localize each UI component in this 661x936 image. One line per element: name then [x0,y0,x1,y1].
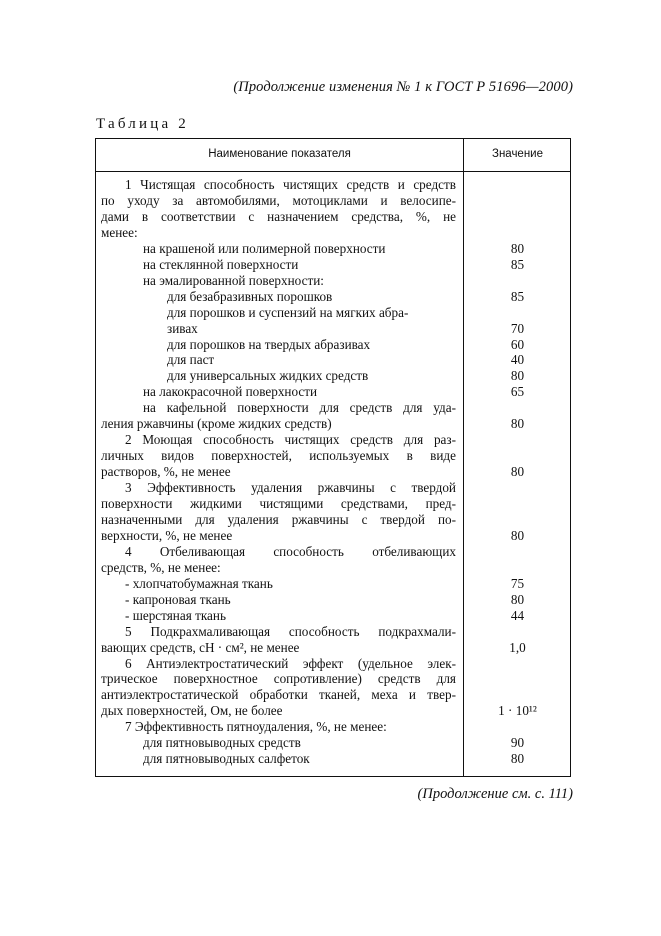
indicator-text: 3 Эффективность удаления ржавчины с твердой [125,480,456,496]
table-row [96,464,572,480]
table-row [96,560,572,576]
indicator-text: ления ржавчины (кроме жидких средств) [101,416,332,432]
indicator-text: личных видов поверхностей, используемых в виде [101,448,456,464]
table-row [96,321,572,337]
indicator-text: средств, %, не менее: [101,559,221,575]
table-row [96,703,572,719]
indicator-text: зивах [167,320,198,336]
table-row [96,209,572,225]
indicator-value: 65 [510,384,525,400]
indicator-value: 40 [510,352,525,368]
indicator-text: 6 Антиэлектростатический эффект (удельное элек- [125,655,456,671]
document-footer-note: (Продолжение см. с. 111) [417,786,573,802]
table-row [96,735,572,751]
table-row [96,592,572,608]
indicator-text: - шерстяная ткань [125,607,226,623]
indicator-text: по уходу за автомобилями, мотоциклами и велосипе- [101,192,456,208]
indicator-text: для порошков на твердых абразивах [167,336,371,352]
table-row [96,273,572,289]
table-row [96,608,572,624]
table-row [96,687,572,703]
table-row [96,751,572,767]
table-row [96,177,572,193]
indicator-text: трическое поверхностное сопротивление) средств для [101,671,456,687]
indicator-value: 85 [510,256,525,272]
table-caption: Таблица 2 [96,116,189,132]
indicator-text: 5 Подкрахмаливающая способность подкрахмали- [125,623,456,639]
table-row [96,544,572,560]
indicator-table [95,138,571,777]
indicator-value: 80 [510,368,525,384]
indicator-text: - хлопчатобумажная ткань [125,575,273,591]
table-row [96,432,572,448]
indicator-text: 1 Чистящая способность чистящих средств и средств [125,177,456,192]
table-row [96,624,572,640]
indicator-value: 75 [510,575,525,591]
indicator-text: назначенными для удаления ржавчины с твердой по- [101,511,456,527]
indicator-value: 80 [510,751,525,767]
indicator-text: дых поверхностей, Ом, не более [101,703,283,719]
table-row [96,384,572,400]
indicator-value: 60 [510,336,525,352]
indicator-text: дами в соответствии с назначением средства, %, не [101,208,456,224]
indicator-text: антиэлектростатической обработки тканей, меха и твер- [101,687,456,703]
table-row [96,448,572,464]
table-row [96,656,572,672]
indicator-text: на эмалированной поверхности: [143,272,324,288]
indicator-text: 4 Отбеливающая способность отбеливающих [125,543,456,559]
indicator-text: на кафельной поверхности для средств для уда- [143,400,456,416]
table-row [96,576,572,592]
table-row [96,305,572,321]
indicator-value: 90 [510,735,525,751]
indicator-value: 80 [510,240,525,256]
header-divider [96,171,570,172]
indicator-value: 1,0 [509,639,526,655]
table-row [96,193,572,209]
indicator-text: для пятновыводных средств [143,735,301,751]
indicator-text: - капроновая ткань [125,591,231,607]
table-row [96,225,572,241]
indicator-value: 80 [510,416,525,432]
table-row [96,528,572,544]
table-row [96,480,572,496]
table-row [96,257,572,273]
indicator-text: на крашеной или полимерной поверхности [143,240,386,256]
table-row [96,400,572,416]
indicator-text: для пятновыводных салфеток [143,751,310,767]
indicator-text: на лакокрасочной поверхности [143,384,318,400]
indicator-value: 80 [510,527,525,543]
indicator-text: 2 Моющая способность чистящих средств для раз- [125,432,456,448]
table-row [96,719,572,735]
indicator-value: 70 [510,320,525,336]
table-row [96,640,572,656]
table-row [96,368,572,384]
indicator-value: 80 [510,591,525,607]
indicator-text: вающих средств, сН · см², не менее [101,639,300,655]
indicator-text: на стеклянной поверхности [143,256,299,272]
indicator-text: для порошков и суспензий на мягких абра- [167,304,409,320]
indicator-value: 80 [510,464,525,480]
indicator-text: растворов, %, не менее [101,464,231,480]
document-header-note: (Продолжение изменения № 1 к ГОСТ Р 51696—2000) [233,79,573,95]
table-row [96,496,572,512]
table-row [96,671,572,687]
indicator-text: верхности, %, не менее [101,527,233,543]
table-row [96,416,572,432]
indicator-text: поверхности жидкими чистящими средствами, пред- [101,496,456,511]
table-row [96,337,572,353]
indicator-text: 7 Эффективность пятноудаления, %, не менее: [125,719,387,735]
indicator-value: 1 · 10¹² [498,703,537,719]
table-row [96,512,572,528]
table-row [96,289,572,305]
indicator-text: менее: [101,224,138,240]
table-row [96,241,572,257]
indicator-text: для универсальных жидких средств [167,368,369,384]
column-header-value: Значение [492,148,543,160]
indicator-value: 44 [510,607,525,623]
indicator-text: для безабразивных порошков [167,288,333,304]
indicator-text: для паст [167,352,215,368]
indicator-value: 85 [510,288,525,304]
column-header-name: Наименование показателя [208,148,351,160]
table-row [96,352,572,368]
